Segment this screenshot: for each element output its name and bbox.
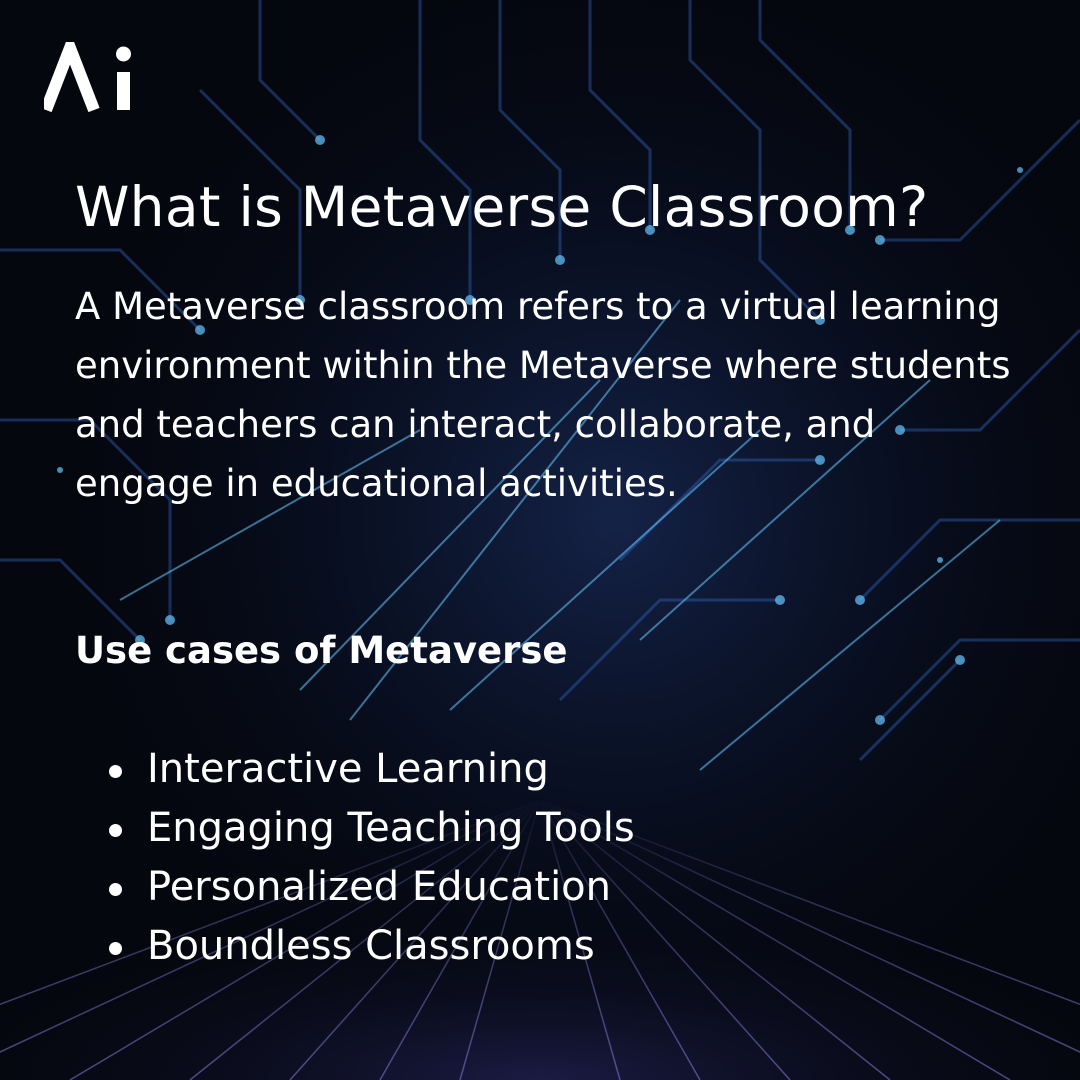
use-cases-list xyxy=(109,740,635,976)
ai-logo-icon xyxy=(44,42,140,114)
list-item xyxy=(109,917,635,976)
use-cases-heading: Use cases of Metaverse xyxy=(75,629,568,672)
page-title: What is Metaverse Classroom? xyxy=(75,175,929,239)
description-text: A Metaverse classroom refers to a virtual learning environment within the Metaverse where students and teachers can interact, collaborate, and engage in educational activities. xyxy=(75,285,1011,505)
list-item-label: Engaging Teaching Tools xyxy=(147,805,635,851)
bullet-icon xyxy=(109,883,122,896)
list-item xyxy=(109,799,635,858)
list-item-label: Interactive Learning xyxy=(147,746,549,792)
list-item-label: Boundless Classrooms xyxy=(147,923,595,969)
bullet-icon xyxy=(109,765,122,778)
list-item xyxy=(109,858,635,917)
bullet-icon xyxy=(109,942,122,955)
list-item-label: Personalized Education xyxy=(147,864,612,910)
list-item xyxy=(109,740,635,799)
bullet-icon xyxy=(109,824,122,837)
